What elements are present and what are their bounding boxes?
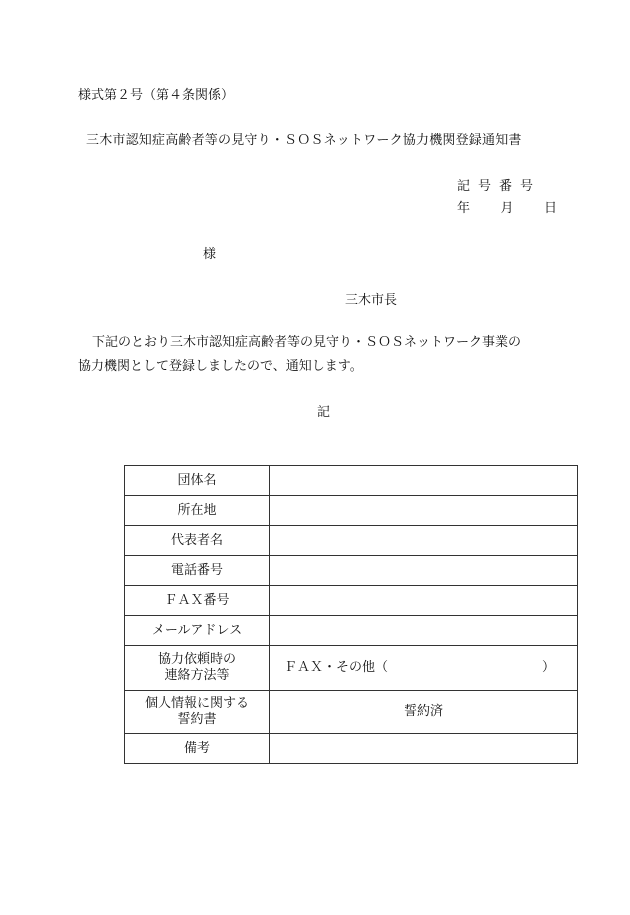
row-value-fax: [270, 586, 578, 616]
ki-heading: 記: [317, 405, 331, 420]
row-label-privacy-pledge: [125, 691, 270, 734]
table-row: [125, 466, 578, 496]
table-row: [125, 556, 578, 586]
body-text: [78, 331, 560, 379]
table-row: [125, 616, 578, 646]
date-year: 年: [457, 201, 471, 216]
row-label-organization: 団体名: [125, 466, 270, 496]
row-label-remarks: 備考: [125, 734, 270, 764]
body-line-2: 協力機関として登録しましたので、通知します。: [78, 359, 363, 374]
row-value-remarks: [270, 734, 578, 764]
table-row: [125, 646, 578, 691]
table-row: [125, 496, 578, 526]
row-value-representative: [270, 526, 578, 556]
document-title: 三木市認知症高齢者等の見守り・ＳＯＳネットワーク協力機関登録通知書: [86, 133, 522, 148]
row-label-contact-method: [125, 646, 270, 691]
row-label-contact-method-line2: 連絡方法等: [164, 668, 230, 683]
contact-method-text: ＦＡＸ・その他（: [284, 660, 389, 675]
row-value-email: [270, 616, 578, 646]
body-line-1: 下記のとおり三木市認知症高齢者等の見守り・ＳＯＳネットワーク事業の: [92, 335, 522, 350]
row-label-fax: ＦＡＸ番号: [125, 586, 270, 616]
date-day: 日: [543, 201, 557, 216]
registration-table: [124, 465, 578, 764]
table-row: [125, 691, 578, 734]
row-value-phone: [270, 556, 578, 586]
row-label-privacy-pledge-line2: 誓約書: [177, 712, 217, 727]
date-line: [457, 197, 557, 216]
date-month: 月: [500, 201, 514, 216]
table-row: [125, 734, 578, 764]
row-label-phone: 電話番号: [125, 556, 270, 586]
reference-number: 記号番号: [457, 179, 542, 194]
row-label-contact-method-line1: 協力依頼時の: [157, 652, 236, 667]
row-label-address: 所在地: [125, 496, 270, 526]
row-value-address: [270, 496, 578, 526]
sender: 三木市長: [345, 293, 398, 308]
form-id: 様式第２号（第４条関係）: [78, 88, 235, 103]
addressee: 様: [203, 247, 217, 262]
row-value-contact-method: [270, 646, 578, 691]
contact-method-close-paren: ）: [541, 660, 555, 675]
row-value-privacy-pledge: 誓約済: [270, 691, 578, 734]
row-label-representative: 代表者名: [125, 526, 270, 556]
row-value-organization: [270, 466, 578, 496]
table-row: [125, 526, 578, 556]
row-label-email: メールアドレス: [125, 616, 270, 646]
row-label-privacy-pledge-line1: 個人情報に関する: [144, 696, 249, 711]
table-row: [125, 586, 578, 616]
